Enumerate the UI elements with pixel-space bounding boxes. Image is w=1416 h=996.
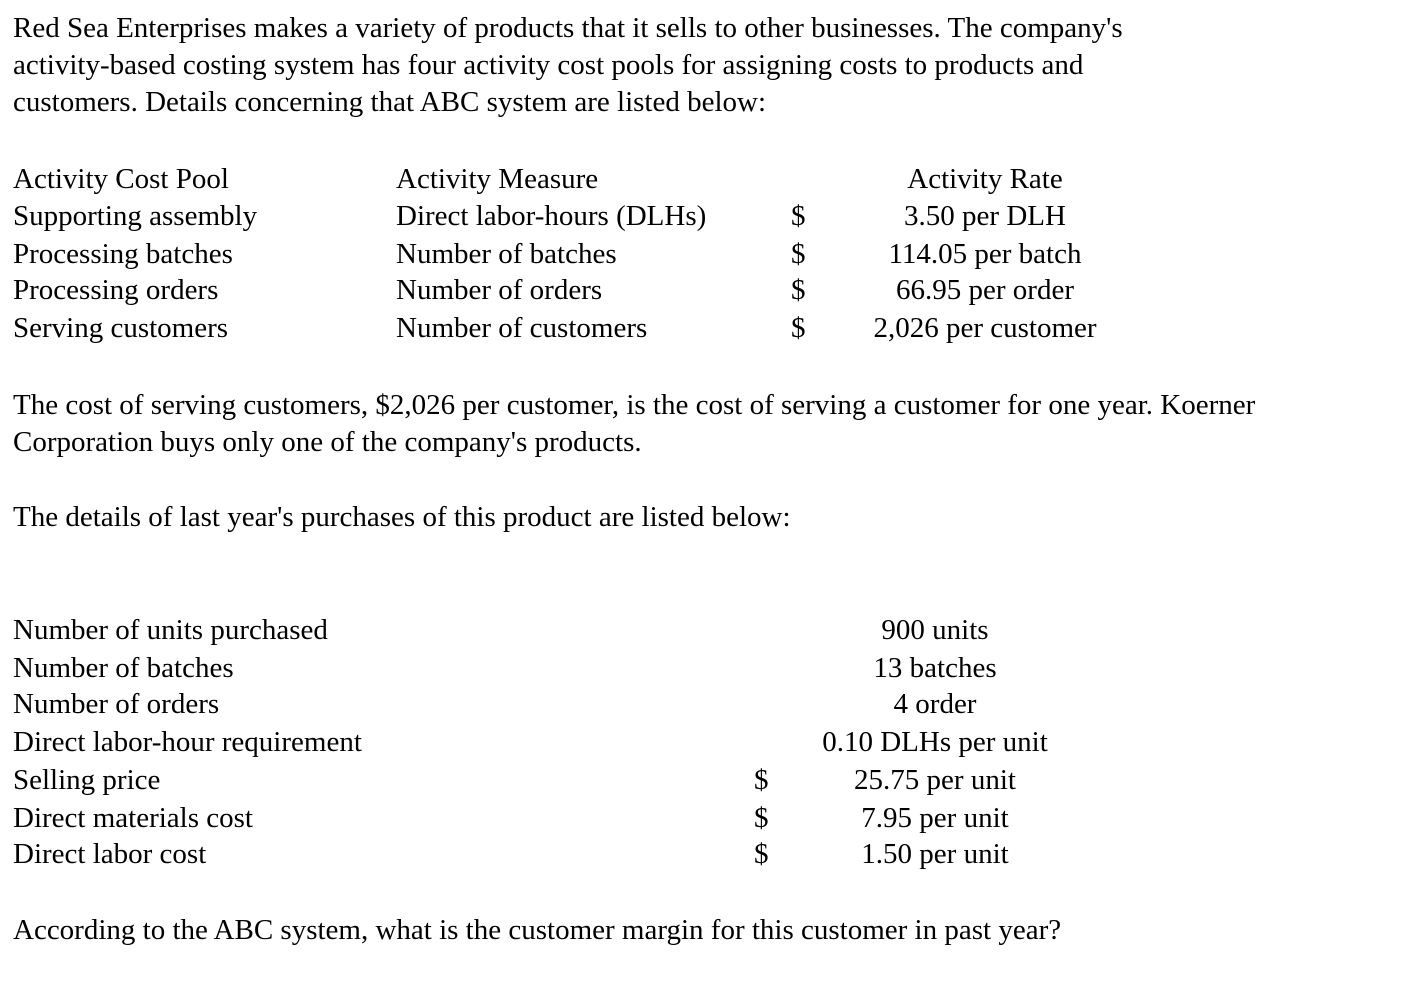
details-intro-paragraph: The details of last year's purchases of this product are listed below: <box>13 501 791 533</box>
question-paragraph: According to the ABC system, what is the customer margin for this customer in past year? <box>13 914 1062 946</box>
purchase-label-cell: Direct materials cost <box>13 802 253 834</box>
dollar-sign: $ <box>791 200 806 232</box>
activity-measure-cell: Number of batches <box>396 238 617 270</box>
purchase-value-cell: 900 units <box>881 614 989 646</box>
activity-measure-cell: Number of orders <box>396 274 603 306</box>
purchase-value-cell: 25.75 per unit <box>854 764 1016 796</box>
purchase-value-cell: 7.95 per unit <box>861 802 1009 834</box>
activity-rate-cell: 3.50 per DLH <box>904 200 1066 232</box>
purchase-label-cell: Selling price <box>13 764 161 796</box>
activity-pool-cell: Supporting assembly <box>13 200 258 232</box>
purchase-value-cell: 13 batches <box>873 652 997 684</box>
purchase-value-cell: 1.50 per unit <box>861 838 1009 870</box>
purchase-label-cell: Number of orders <box>13 688 220 720</box>
cost-note-paragraph: The cost of serving customers, $2,026 per customer, is the cost of serving a customer for one year. Koerner Corporation buys only one of the company's products. <box>13 389 1256 458</box>
activity-pool-cell: Processing batches <box>13 238 233 270</box>
purchase-label-cell: Direct labor-hour requirement <box>13 726 362 758</box>
purchase-label-cell: Number of batches <box>13 652 234 684</box>
dollar-sign: $ <box>754 802 769 834</box>
purchase-label-cell: Direct labor cost <box>13 838 207 870</box>
dollar-sign: $ <box>754 764 769 796</box>
dollar-sign: $ <box>791 274 806 306</box>
purchase-value-cell: 4 order <box>893 688 977 720</box>
dollar-sign: $ <box>791 312 806 344</box>
intro-paragraph: Red Sea Enterprises makes a variety of products that it sells to other businesses. The company's activity-based costing system has four activity cost pools for assigning costs to products and customers. Details concerning that ABC system are listed below: <box>13 12 1123 118</box>
activity-rate-cell: 2,026 per customer <box>873 312 1097 344</box>
activity-measure-cell: Direct labor-hours (DLHs) <box>396 200 707 232</box>
purchase-value-cell: 0.10 DLHs per unit <box>822 726 1048 758</box>
dollar-sign: $ <box>791 238 806 270</box>
header-activity-cost-pool: Activity Cost Pool <box>13 163 229 195</box>
activity-measure-cell: Number of customers <box>396 312 648 344</box>
purchase-label-cell: Number of units purchased <box>13 614 328 646</box>
header-activity-measure: Activity Measure <box>396 163 599 195</box>
activity-pool-cell: Processing orders <box>13 274 219 306</box>
activity-rate-cell: 114.05 per batch <box>888 238 1082 270</box>
activity-pool-cell: Serving customers <box>13 312 229 344</box>
dollar-sign: $ <box>754 838 769 870</box>
activity-rate-cell: 66.95 per order <box>896 274 1074 306</box>
header-activity-rate: Activity Rate <box>907 163 1063 195</box>
